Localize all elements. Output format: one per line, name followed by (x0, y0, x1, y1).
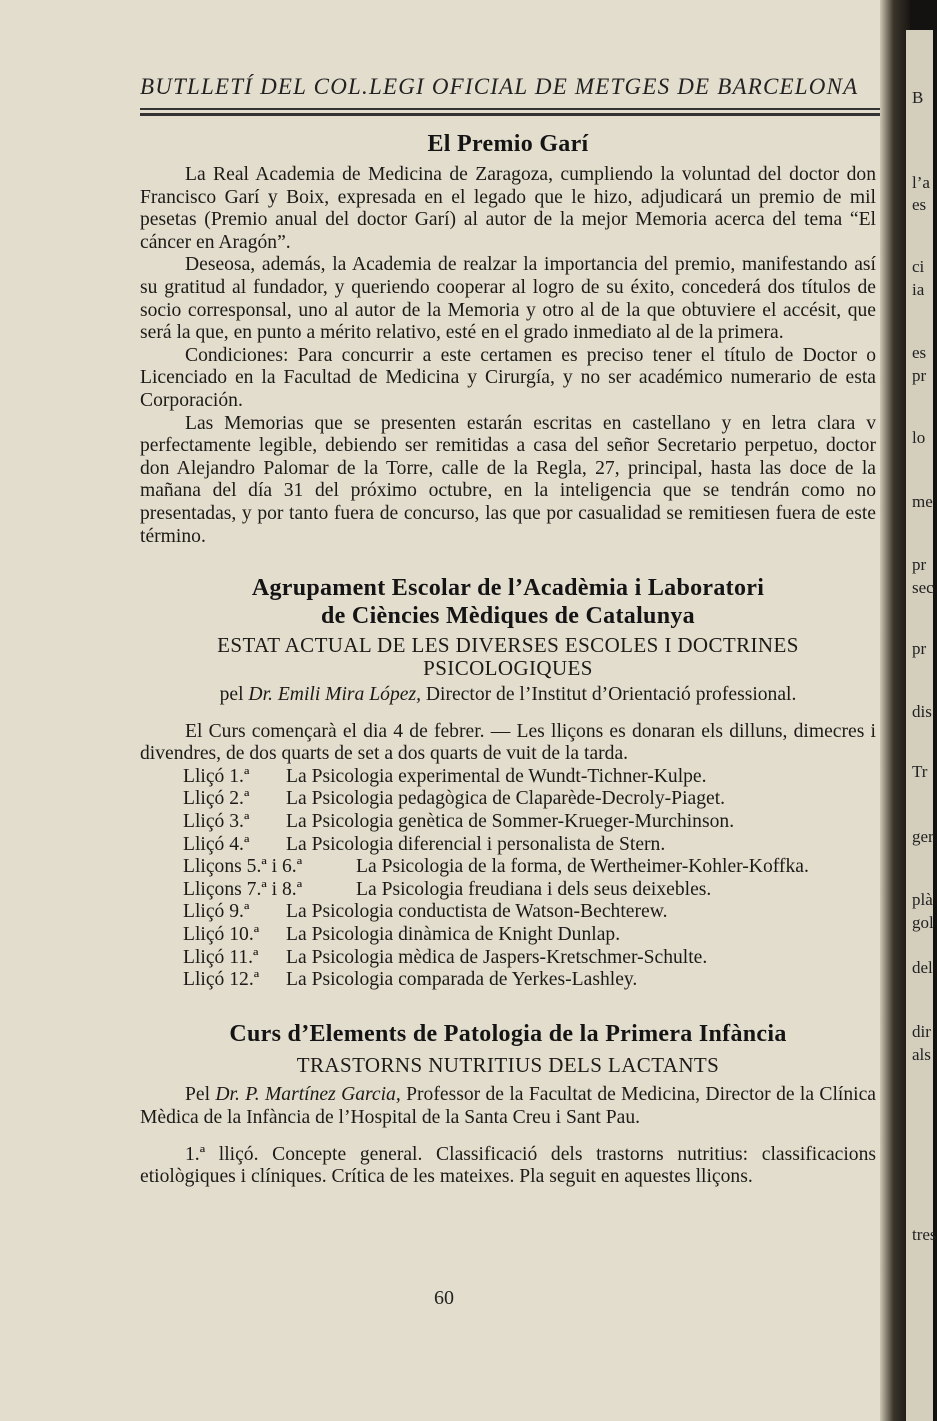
list-item (183, 924, 876, 947)
fragment: dir (912, 1022, 931, 1041)
lesson-number: Lliçó 12.ª (183, 969, 260, 991)
lesson-number: Lliçons 5.ª i 6.ª (183, 856, 303, 878)
author-name: Dr. Emili Mira López, (248, 684, 421, 706)
fragment: Tr (912, 762, 928, 781)
byline-role: Professor de la Facultat de Medicina, Director de la Clínica Mèdica de la Infància de l’Hospital de la Santa Creu i Sant Pau. (140, 1084, 877, 1128)
lesson-topic: La Psicologia experimental de Wundt-Tichner-Kulpe. (286, 765, 707, 787)
author-name: Dr. P. Martínez Garcia, (215, 1084, 401, 1106)
page-content (140, 130, 876, 1189)
adjacent-page-edge (906, 30, 937, 1421)
lesson-topic: La Psicologia freudiana i dels seus deixebles. (356, 878, 712, 900)
lesson-number: Lliçó 1.ª (183, 765, 250, 787)
header-rule (140, 108, 885, 110)
fragment: lo (912, 428, 926, 447)
fragment: ger (912, 827, 934, 846)
list-item (183, 947, 876, 970)
running-header: BUTLLETÍ DEL COL.LEGI OFICIAL DE METGES DE BARCELONA (140, 74, 859, 99)
fragment: plà (912, 890, 933, 909)
lesson-number: Lliçó 3.ª (183, 811, 250, 833)
lesson-number: Lliçó 9.ª (183, 901, 250, 923)
fragment: pr (912, 639, 927, 658)
lesson-topic: La Psicologia mèdica de Jaspers-Kretschmer-Schulte. (286, 946, 708, 968)
fragment: me (912, 492, 933, 511)
fragment: es (912, 343, 927, 362)
byline (140, 684, 876, 707)
section-title-line: de Ciències Mèdiques de Catalunya (321, 603, 695, 630)
paragraph: Condiciones: Para concurrir a este certamen es preciso tener el título de Doctor o Licenciado en la Facultad de Medicina y Cirurgía, y no ser académico numerario de esta Corporación. (140, 344, 876, 411)
fragment: gol (912, 913, 934, 932)
lesson-number: Lliçó 10.ª (183, 924, 260, 946)
section-title-curs-patologia: Curs d’Elements de Patologia de la Primera Infància (229, 1020, 787, 1047)
byline (140, 1084, 876, 1129)
lesson-number: Lliçó 11.ª (183, 946, 259, 968)
fragment: l’a (912, 173, 930, 192)
lesson-topic: La Psicologia diferencial i personalista de Stern. (286, 833, 666, 855)
fragment: dis (912, 702, 932, 721)
page-number: 60 (434, 1287, 454, 1309)
lesson-topic: La Psicologia conductista de Watson-Bechterew. (286, 901, 668, 923)
lesson-topic: La Psicologia comparada de Yerkes-Lashley. (286, 969, 638, 991)
subtitle-line: ESTAT ACTUAL DE LES DIVERSES ESCOLES I DOCTRINES (217, 633, 799, 658)
list-item (183, 879, 876, 902)
fragment: ia (912, 280, 925, 299)
paragraph: La Real Academia de Medicina de Zaragoza, cumpliendo la voluntad del doctor don Francisco Garí y Boix, expresada en el legado que le hizo, adjudicará un premio de mil pesetas (Premio anual del doctor Garí) al autor de la mejor Memoria acerca del tema “El cáncer en Aragón”. (140, 164, 876, 253)
list-item (183, 834, 876, 857)
section-subtitle: TRASTORNS NUTRITIUS DELS LACTANTS (296, 1052, 720, 1077)
paragraph: 1.ª lliçó. Concepte general. Classificació dels trastorns nutritius: classificacions etiològiques i clíniques. Crítica de les mateixes. Pla seguit en aquestes lliçons. (140, 1143, 876, 1188)
lesson-topic: La Psicologia dinàmica de Knight Dunlap. (286, 924, 621, 946)
course-intro: El Curs començarà el dia 4 de febrer. — Les lliçons es donaran els dilluns, dimecres i divendres, de dos quarts de set a dos quarts de vuit de la tarda. (140, 720, 876, 765)
fragment: es (912, 195, 927, 214)
header-rule-thick (140, 113, 885, 116)
lesson-topic: La Psicologia genètica de Sommer-Krueger-Murchinson. (286, 811, 735, 833)
lesson-number: Lliçó 2.ª (183, 788, 250, 810)
list-item (183, 811, 876, 834)
byline-prefix: Pel (185, 1084, 216, 1106)
fragment: ci (912, 257, 925, 276)
section-title-premio-gari: El Premio Garí (427, 131, 589, 157)
paragraph: Las Memorias que se presenten estarán escritas en castellano y en letra clara v perfectamente legible, debiendo ser remitidas a casa del señor Secretario perpetuo, doctor don Alejandro Palomar de la Torre, calle de la Regla, 27, principal, hasta las doce de la mañana del día 31 del próximo octubre, en la inteligencia que se tendrán como no presentadas, y por tanto fuera de concurso, las que por casualidad se remitiesen fuera de este término. (140, 412, 876, 547)
fragment: sec (912, 578, 934, 597)
fragment: pr (912, 366, 927, 385)
list-item (183, 788, 876, 811)
lesson-topic: La Psicologia de la forma, de Wertheimer-Kohler-Koffka. (356, 856, 809, 878)
paragraph: Deseosa, además, la Academia de realzar la importancia del premio, manifestando así su gratitud al fundador, y queriendo cooperar al logro de su éxito, concederá dos títulos de socio corresponsal, uno al autor de la Memoria y otro al de la que obtuviere el accésit, que será la que, en punto a mérito relativo, esté en el grado inmediato al de la primera. (140, 254, 876, 344)
fragment: tres (912, 1225, 937, 1244)
list-item (183, 766, 876, 789)
section-subtitle (140, 634, 876, 679)
fragment: del (912, 958, 933, 977)
section-title-agrupament (140, 574, 876, 630)
section-title-line: Agrupament Escolar de l’Acadèmia i Laboratori (251, 575, 765, 602)
fragment: als (912, 1045, 931, 1064)
lesson-topic: La Psicologia pedagògica de Claparède-Decroly-Piaget. (286, 788, 726, 810)
list-item (183, 901, 876, 924)
list-item (183, 856, 876, 879)
lesson-number: Lliçons 7.ª i 8.ª (183, 878, 303, 900)
lesson-number: Lliçó 4.ª (183, 833, 250, 855)
fragment: B (912, 88, 924, 107)
lesson-list (140, 766, 876, 992)
byline-prefix: pel (219, 684, 249, 706)
fragment: pr (912, 555, 927, 574)
list-item (183, 969, 876, 992)
byline-role: Director de l’Institut d’Orientació professional. (420, 684, 797, 706)
subtitle-line: PSICOLOGIQUES (423, 655, 593, 680)
